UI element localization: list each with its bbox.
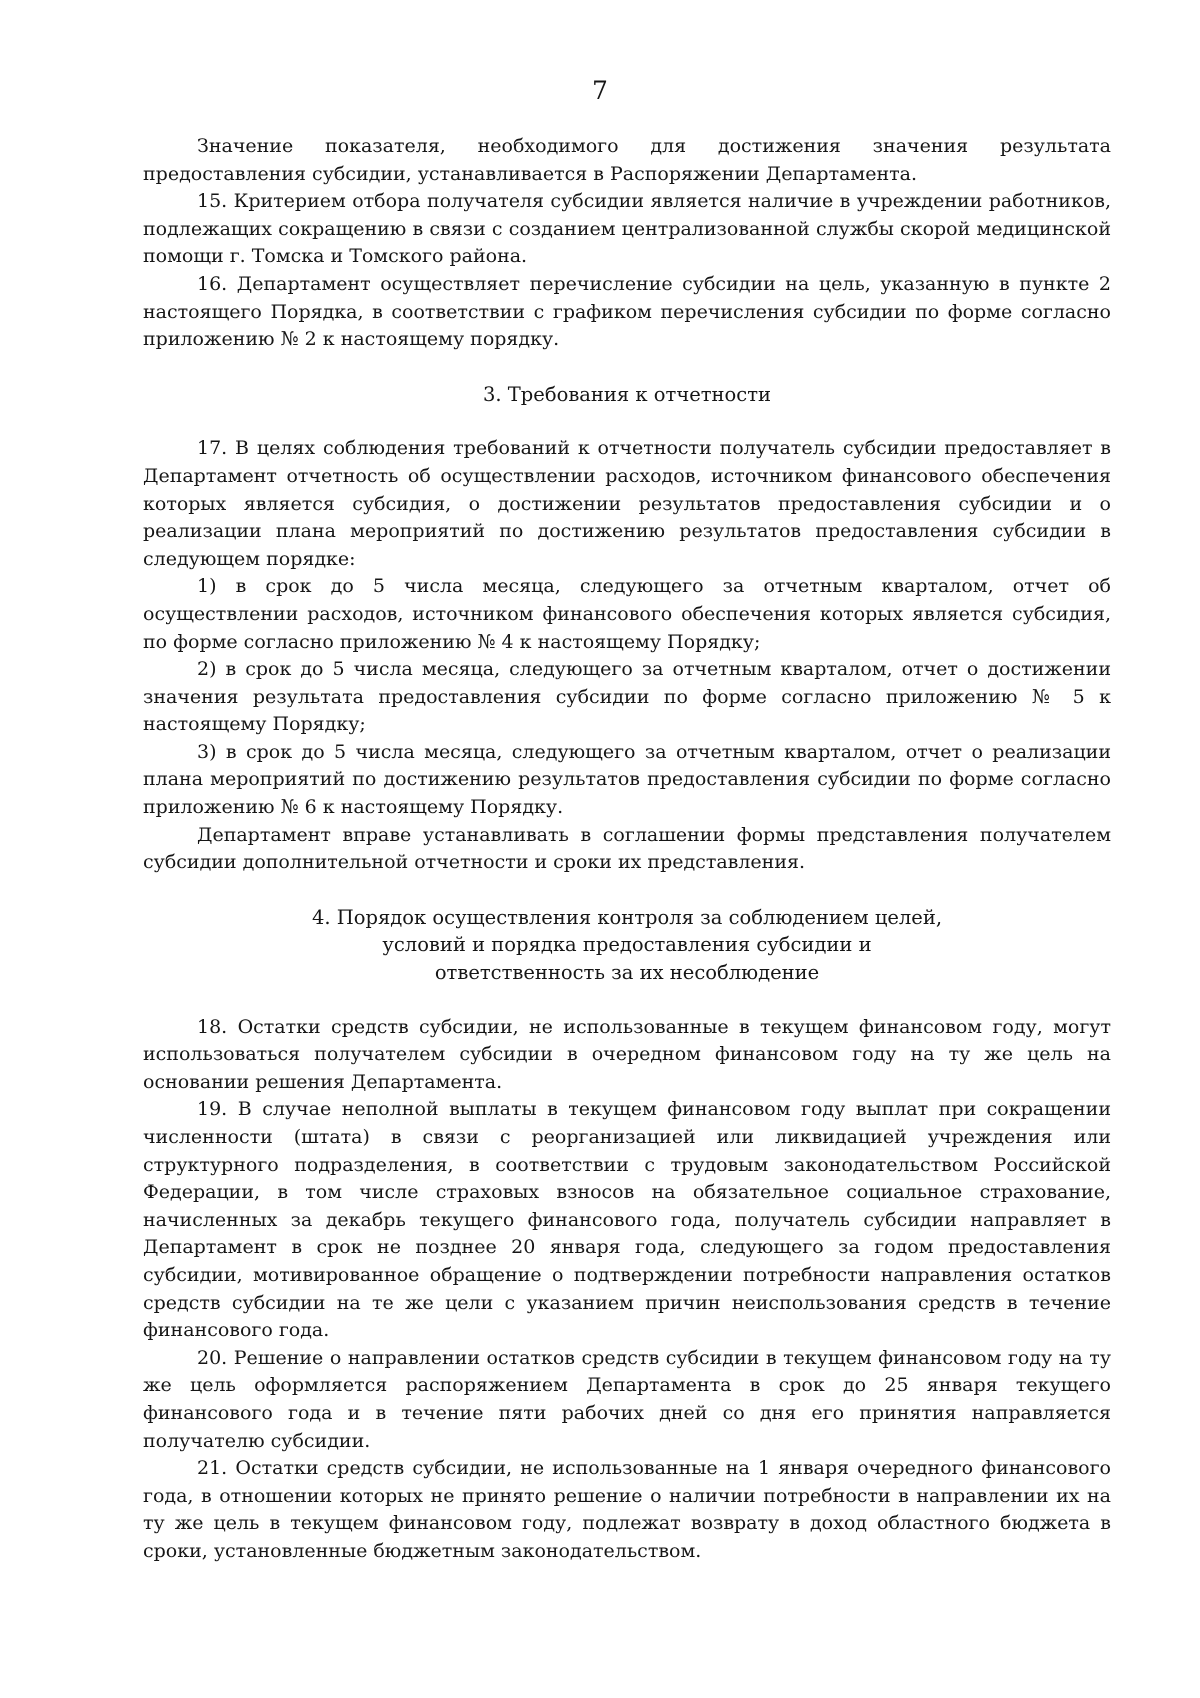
paragraph-17: 17. В целях соблюдения требований к отчетности получатель субсидии предоставляет в Департамент отчетность об осуществлении расходов, источником финансового обеспечения которых является субсидия, о достижении результатов предоставления субсидии и о реализации плана мероприятий по достижению результатов предоставления субсидии в следующем порядке: bbox=[143, 437, 1111, 570]
paragraph-20: 20. Решение о направлении остатков средств субсидии в текущем финансовом году на ту же цель оформляется распоряжением Департамента в срок до 25 января текущего финансового года и в течение пяти рабочих дней со дня его принятия направляется получателю субсидии. bbox=[143, 1346, 1111, 1452]
paragraph-19: 19. В случае неполной выплаты в текущем финансовом году выплат при сокращении численности (штата) в связи с реорганизацией или ликвидацией учреждения или структурного подразделения, в соответствии с трудовым законодательством Российской Федерации, в том числе страховых взносов на обязательное социальное страхование, начисленных за декабрь текущего финансового года, получатель субсидии направляет в Департамент в срок не позднее 20 января года, следующего за годом предоставления субсидии, мотивированное обращение о подтверждении потребности направления остатков средств субсидии на те же цели с указанием причин неиспользования средств в течение финансового года. bbox=[143, 1098, 1111, 1342]
paragraph-18: 18. Остатки средств субсидии, не использованные в текущем финансовом году, могут использоваться получателем субсидии в очередном финансовом году на ту же цель на основании решения Департамента. bbox=[143, 1015, 1111, 1093]
section-4-heading: 4. Порядок осуществления контроля за соблюдением целей, условий и порядка предоставления субсидии и ответственность за их несоблюдение bbox=[311, 905, 943, 985]
document-body bbox=[143, 133, 1111, 1566]
paragraph-16: 16. Департамент осуществляет перечисление субсидии на цель, указанную в пункте 2 настоящего Порядка, в соответствии с графиком перечисления субсидии по форме согласно приложению № 2 к настоящему порядку. bbox=[143, 272, 1111, 351]
paragraph: Значение показателя, необходимого для достижения значения результата предоставления субсидии, устанавливается в Распоряжении Департамента. bbox=[143, 135, 1111, 185]
list-item-3: 3) в срок до 5 числа месяца, следующего за отчетным кварталом, отчет о реализации плана мероприятий по достижению результатов предоставления субсидии по форме согласно приложению № 6 к настоящему Порядку. bbox=[143, 740, 1111, 819]
page-number: 7 bbox=[592, 76, 608, 105]
paragraph-21: 21. Остатки средств субсидии, не использованные на 1 января очередного финансового года, в отношении которых не принято решение о наличии потребности в направлении их на ту же цель в текущем финансовом году, подлежат возврату в доход областного бюджета в сроки, установленные бюджетным законодательством. bbox=[143, 1457, 1111, 1562]
paragraph-department-rights: Департамент вправе устанавливать в соглашении формы представления получателем субсидии дополнительной отчетности и сроки их представления. bbox=[143, 823, 1111, 874]
paragraph-15: 15. Критерием отбора получателя субсидии является наличие в учреждении работников, подлежащих сокращению в связи с созданием централизованной службы скорой медицинской помощи г. Томска и Томского района. bbox=[143, 190, 1111, 268]
list-item-1: 1) в срок до 5 числа месяца, следующего за отчетным кварталом, отчет об осуществлении расходов, источником финансового обеспечения которых является субсидия, по форме согласно приложению № 4 к настоящему Порядку; bbox=[143, 575, 1111, 653]
section-3-heading: 3. Требования к отчетности bbox=[483, 382, 771, 406]
list-item-2: 2) в срок до 5 числа месяца, следующего за отчетным кварталом, отчет о достижении значения результата предоставления субсидии по форме согласно приложению № 5 к настоящему Порядку; bbox=[143, 658, 1111, 736]
